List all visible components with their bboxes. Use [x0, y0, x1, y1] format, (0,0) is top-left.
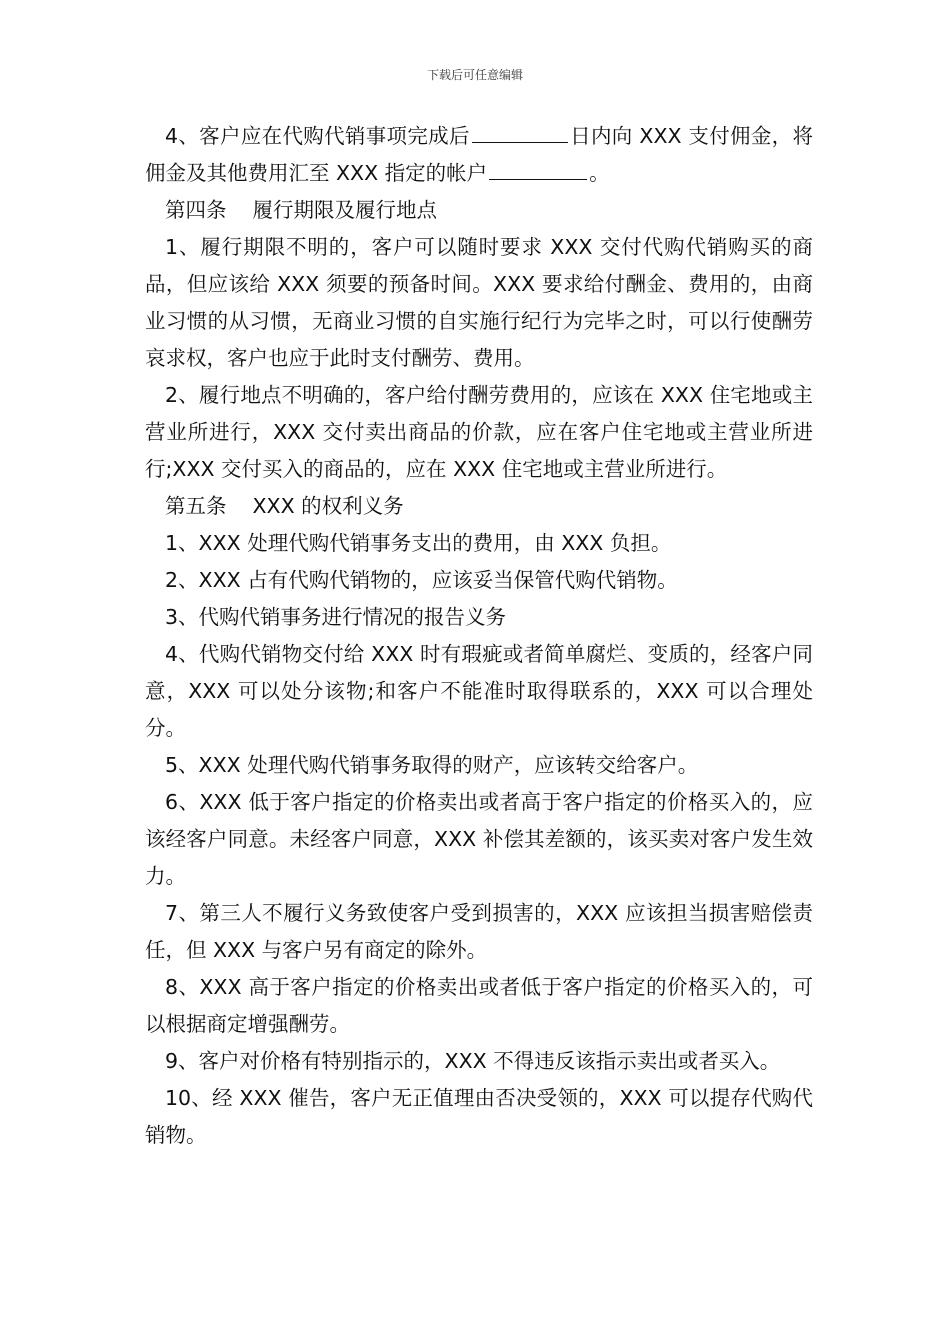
article-4-title: 履行期限及履行地点: [252, 198, 437, 222]
article-4-item-2: 2、履行地点不明确的，客户给付酬劳费用的，应该在 XXX 住宅地或主营业所进行，XXX 交付卖出商品的价款，应在客户住宅地或主营业所进行;XXX 交付买入的商品的，应在 XXX 住宅地或主营业所进行。: [145, 383, 813, 481]
article-5-item-2: 2、XXX 占有代购代销物的，应该妥当保管代购代销物。: [165, 568, 678, 592]
document-body: [145, 118, 813, 1154]
article-4-item-1: 1、履行期限不明的，客户可以随时要求 XXX 交付代购代销购买的商品，但应该给 XXX 须要的预备时间。XXX 要求给付酬金、费用的，由商业习惯的从习惯，无商业习惯的自实施行纪行为完毕之时，可以行使酬劳哀求权，客户也应于此时支付酬劳、费用。: [145, 235, 813, 370]
clause-4-text-b: 日内向 XXX 支付佣金，将佣金及其他费用汇至 XXX 指定的帐户: [145, 124, 813, 185]
article-5-item-10: 10、经 XXX 催告，客户无正值理由否决受领的，XXX 可以提存代购代销物。: [145, 1086, 813, 1147]
clause-4-text-a: 4、客户应在代购代销事项完成后: [165, 124, 470, 148]
account-blank-field: [489, 159, 587, 180]
article-5-number: 第五条: [165, 494, 227, 518]
article-5-item-7: 7、第三人不履行义务致使客户受到损害的，XXX 应该担当损害赔偿责任，但 XXX 与客户另有商定的除外。: [145, 901, 813, 962]
article-5-item-8: 8、XXX 高于客户指定的价格卖出或者低于客户指定的价格买入的，可以根据商定增强酬劳。: [145, 975, 813, 1036]
article-5-item-5: 5、XXX 处理代购代销事务取得的财产，应该转交给客户。: [165, 753, 699, 777]
article-4-number: 第四条: [165, 198, 227, 222]
article-5-item-3: 3、代购代销事务进行情况的报告义务: [165, 605, 507, 629]
article-5-title: XXX 的权利义务: [252, 494, 404, 518]
clause-4-paragraph: [145, 118, 813, 192]
article-5-heading: [145, 488, 813, 525]
page-header: 下载后可任意编辑: [426, 68, 523, 82]
article-4-heading: [145, 192, 813, 229]
days-blank-field: [472, 122, 568, 143]
article-5-item-1: 1、XXX 处理代购代销事务支出的费用，由 XXX 负担。: [165, 531, 672, 555]
clause-4-text-c: 。: [589, 161, 610, 185]
article-5-item-4: 4、代购代销物交付给 XXX 时有瑕疵或者简单腐烂、变质的，经客户同意，XXX 可以处分该物;和客户不能准时取得联系的，XXX 可以合理处分。: [145, 642, 813, 740]
article-5-item-6: 6、XXX 低于客户指定的价格卖出或者高于客户指定的价格买入的，应该经客户同意。未经客户同意，XXX 补偿其差额的，该买卖对客户发生效力。: [145, 790, 813, 888]
article-5-item-9: 9、客户对价格有特别指示的，XXX 不得违反该指示卖出或者买入。: [165, 1049, 781, 1073]
